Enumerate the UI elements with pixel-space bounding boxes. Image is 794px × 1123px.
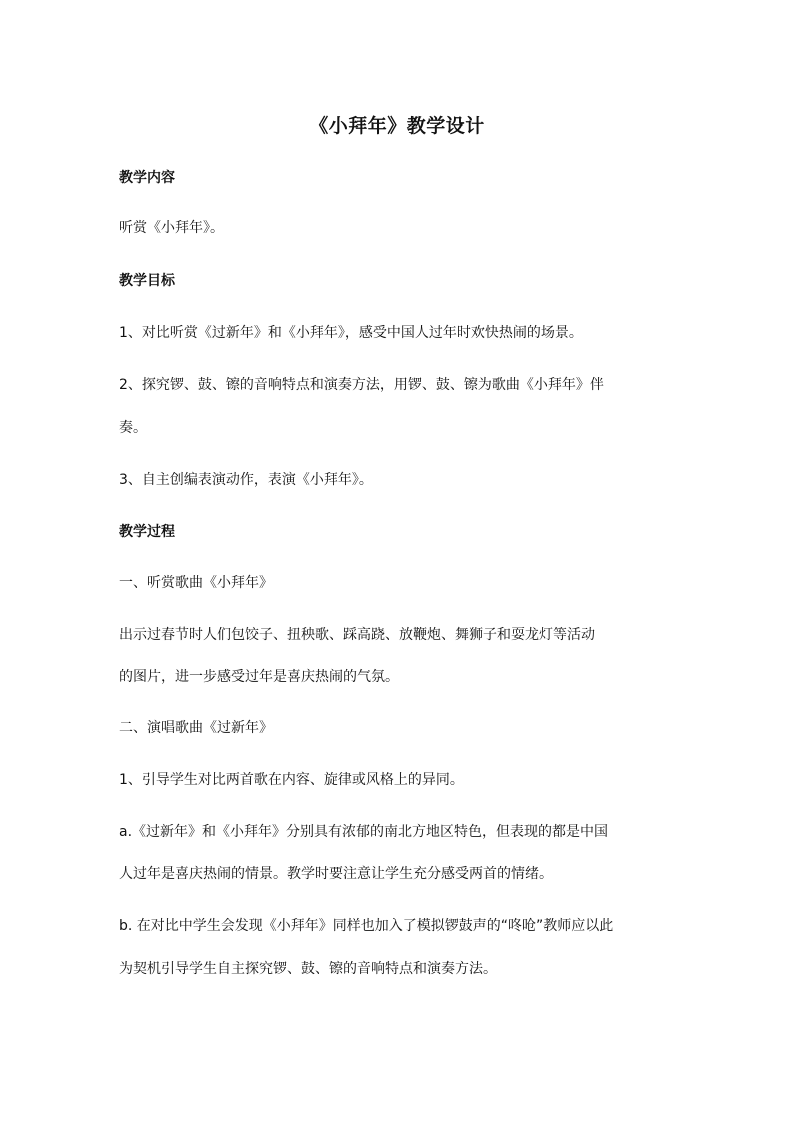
step-1-line-1: 出示过春节时人们包饺子、扭秧歌、踩高跷、放鞭炮、舞狮子和耍龙灯等活动 bbox=[119, 627, 595, 643]
heading-teaching-goals: 教学目标 bbox=[119, 273, 175, 289]
step-2-b-line-1: b. 在对比中学生会发现《小拜年》同样也加入了模拟锣鼓声的“咚呛”教师应以此 bbox=[119, 918, 614, 934]
goal-1: 1、对比听赏《过新年》和《小拜年》，感受中国人过年时欢快热闹的场景。 bbox=[119, 325, 583, 341]
heading-teaching-content: 教学内容 bbox=[119, 170, 175, 186]
goal-3: 3、自主创编表演动作，表演《小拜年》。 bbox=[119, 472, 373, 488]
teaching-content-text: 听赏《小拜年》。 bbox=[119, 220, 224, 236]
heading-teaching-process: 教学过程 bbox=[119, 524, 175, 540]
step-2-a-line-2: 人过年是喜庆热闹的情景。教学时要注意让学生充分感受两首的情绪。 bbox=[119, 866, 553, 882]
step-1-line-2: 的图片，进一步感受过年是喜庆热闹的气氛。 bbox=[119, 669, 399, 685]
step-2-b-line-2: 为契机引导学生自主探究锣、鼓、镲的音响特点和演奏方法。 bbox=[119, 961, 497, 977]
goal-2-line-2: 奏。 bbox=[119, 420, 147, 436]
step-2-heading: 二、演唱歌曲《过新年》 bbox=[119, 720, 273, 736]
step-2-item-1: 1、引导学生对比两首歌在内容、旋律或风格上的异同。 bbox=[119, 772, 464, 788]
step-2-a-line-1: a.《过新年》和《小拜年》分别具有浓郁的南北方地区特色，但表现的都是中国 bbox=[119, 824, 609, 840]
goal-2-line-1: 2、探究锣、鼓、镲的音响特点和演奏方法，用锣、鼓、镲为歌曲《小拜年》伴 bbox=[119, 377, 604, 393]
step-1-heading: 一、听赏歌曲《小拜年》 bbox=[119, 575, 273, 591]
document-title: 《小拜年》教学设计 bbox=[309, 115, 485, 137]
